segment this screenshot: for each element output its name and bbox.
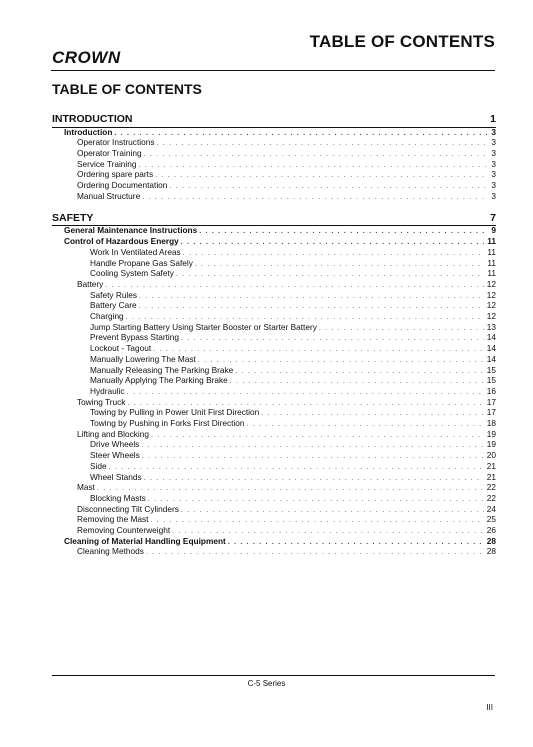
toc-page-number: 12 — [486, 289, 496, 300]
toc-page-number: 11 — [487, 246, 496, 257]
section-divider — [52, 127, 496, 128]
toc-entry[interactable] — [52, 429, 496, 440]
toc-page-number: 14 — [486, 343, 496, 354]
toc-entry-title: INTRODUCTION — [52, 113, 133, 125]
toc-page-number: 22 — [486, 492, 496, 503]
toc-entry[interactable] — [52, 180, 496, 191]
toc-entry-title: General Maintenance Instructions — [64, 225, 198, 236]
toc-page-number: 3 — [491, 169, 496, 180]
toc-entry-title: Steer Wheels — [90, 450, 140, 461]
toc-entry-title: Removing the Mast — [77, 514, 149, 525]
toc-entry[interactable] — [52, 397, 496, 408]
toc-page-number: 18 — [486, 418, 496, 428]
toc-page-number: 3 — [491, 190, 496, 201]
toc-page-number: 25 — [486, 514, 496, 525]
toc-entry-title: Operator Training — [77, 147, 142, 158]
toc-page-number: 20 — [486, 450, 496, 461]
toc-entry[interactable] — [52, 461, 496, 472]
toc-entry[interactable] — [52, 300, 496, 311]
toc-section-heading[interactable] — [52, 113, 496, 126]
toc-page-number: 11 — [487, 268, 496, 279]
toc-entry[interactable] — [52, 504, 496, 515]
toc-entry[interactable] — [52, 546, 496, 557]
header-title: TABLE OF CONTENTS — [309, 32, 495, 51]
toc-entry-title: Battery Care — [90, 300, 137, 311]
toc-page-number: 3 — [491, 137, 496, 148]
toc-entry[interactable] — [52, 386, 496, 397]
toc-page-number: 1 — [490, 113, 496, 125]
toc-page-number: 12 — [486, 311, 496, 321]
toc-entry-title: Prevent Bypass Starting — [90, 332, 180, 343]
toc-page-number: 14 — [486, 332, 496, 343]
toc-entry[interactable] — [52, 268, 496, 279]
toc-entry[interactable] — [52, 525, 496, 536]
toc-entry-title: Manual Structure — [77, 190, 141, 201]
toc-entry-title: Towing by Pushing in Forks First Direction — [90, 418, 245, 428]
toc-entry[interactable] — [52, 407, 496, 418]
header-divider — [51, 70, 495, 71]
toc-page-number: 3 — [491, 126, 496, 137]
crown-logo-text: CROWN — [52, 49, 121, 65]
toc-page-number: 24 — [486, 503, 496, 514]
toc-entry-title: SAFETY — [52, 211, 94, 224]
toc-page-number: 21 — [486, 460, 496, 471]
crown-logo — [52, 49, 128, 65]
toc-page-number: 11 — [487, 236, 496, 247]
toc-entry-title: Cleaning Methods — [77, 546, 144, 557]
toc-entry-title: Cooling System Safety — [90, 268, 174, 279]
toc-entry[interactable] — [52, 311, 496, 322]
toc-entry-title: Manually Lowering The Mast — [90, 353, 196, 364]
toc-entry[interactable] — [52, 343, 496, 354]
toc-page-number: 11 — [487, 257, 496, 268]
toc-page-number: 28 — [486, 535, 496, 546]
toc-entry[interactable] — [52, 493, 496, 504]
toc-entry-title: Blocking Masts — [90, 492, 146, 503]
toc-dot-leader — [146, 547, 484, 558]
toc-entry[interactable] — [52, 536, 496, 547]
toc-entry-title: Lockout - Tagout — [90, 343, 152, 354]
toc-entry[interactable] — [52, 322, 496, 333]
footer-divider — [52, 675, 495, 676]
toc-entry-title: Work In Ventilated Areas — [90, 246, 181, 257]
toc-entry-title: Wheel Stands — [90, 471, 142, 482]
toc-entry[interactable] — [52, 290, 496, 301]
toc-entry[interactable] — [52, 514, 496, 525]
toc-entry-title: Side — [90, 460, 107, 471]
toc-entry[interactable] — [52, 148, 496, 159]
toc-entry[interactable] — [52, 137, 496, 148]
toc-entry[interactable] — [52, 354, 496, 365]
section-divider — [52, 225, 496, 226]
toc-entry[interactable] — [52, 472, 496, 483]
toc-entry-title: Drive Wheels — [90, 439, 140, 450]
toc-entry[interactable] — [52, 279, 496, 290]
toc-page-number: 14 — [486, 353, 496, 364]
toc-entry-title: Battery — [77, 278, 104, 289]
toc-entry[interactable] — [52, 365, 496, 376]
toc-page-number: 3 — [491, 147, 496, 158]
toc-entry[interactable] — [52, 482, 496, 493]
toc-page-number: 3 — [491, 158, 496, 169]
toc-entry-title: Mast — [77, 482, 95, 493]
toc-entry-title: Charging — [90, 311, 124, 321]
page-number: III — [486, 703, 493, 712]
toc-page-number: 9 — [491, 225, 496, 236]
toc-entry-title: Handle Propane Gas Safely — [90, 257, 193, 268]
toc-entry[interactable] — [52, 450, 496, 461]
toc-section-heading[interactable] — [52, 212, 496, 225]
toc-entry[interactable] — [52, 127, 496, 138]
toc-entry-title: Operator Instructions — [77, 137, 155, 148]
toc-page-number: 28 — [486, 546, 496, 557]
toc-entry-title: Disconnecting Tilt Cylinders — [77, 503, 179, 514]
toc-entry-title: Manually Releasing The Parking Brake — [90, 364, 234, 375]
page-title: TABLE OF CONTENTS — [52, 81, 202, 97]
toc-page-number: 12 — [486, 300, 496, 311]
toc-entry-title: Ordering spare parts — [77, 169, 154, 180]
toc-entry-title: Ordering Documentation — [77, 180, 168, 190]
toc-entry-title: Service Training — [77, 158, 137, 169]
toc-dot-leader — [142, 192, 488, 203]
toc-page-number: 22 — [486, 482, 496, 493]
toc-entry[interactable] — [52, 159, 496, 170]
toc-page-number: 16 — [486, 385, 496, 396]
toc-entry[interactable] — [52, 225, 496, 236]
toc-page-number: 13 — [486, 321, 496, 332]
toc-page-number: 19 — [486, 428, 496, 439]
toc-entry-title: Hydraulic — [90, 385, 125, 396]
toc-entry[interactable] — [52, 169, 496, 180]
toc-entry[interactable] — [52, 236, 496, 247]
toc-entry[interactable] — [52, 191, 496, 202]
toc-entry-title: Jump Starting Battery Using Starter Booster or Starter Battery — [90, 321, 317, 332]
toc-page-number: 21 — [486, 471, 496, 482]
toc-page-number: 26 — [486, 525, 496, 535]
toc-entry-title: Towing Truck — [77, 396, 126, 407]
toc-entry[interactable] — [52, 375, 496, 386]
footer-series: C-5 Series — [247, 679, 286, 688]
toc-entry-title: Introduction — [64, 126, 113, 137]
toc-entry[interactable] — [52, 418, 496, 429]
toc-entry[interactable] — [52, 258, 496, 269]
toc-entry-title: Lifting and Blocking — [77, 428, 149, 439]
toc-entry-title: Towing by Pulling in Power Unit First Direction — [90, 407, 260, 418]
toc-page-number: 7 — [490, 211, 496, 224]
toc-page-number: 15 — [486, 364, 496, 375]
toc-entry-title: Manually Applying The Parking Brake — [90, 375, 228, 386]
toc-entry-title: Safety Rules — [90, 289, 138, 300]
toc-page-number: 19 — [486, 439, 496, 450]
toc-page-number: 17 — [486, 396, 496, 407]
toc-page-number: 15 — [486, 375, 496, 386]
toc-entry-title: Control of Hazardous Energy — [64, 236, 179, 247]
toc-entry[interactable] — [52, 439, 496, 450]
toc-page-number: 12 — [486, 278, 496, 289]
toc-entry[interactable] — [52, 247, 496, 258]
toc-page-number: 3 — [491, 180, 496, 190]
toc-page-number: 17 — [486, 407, 496, 418]
toc-entry-title: Cleaning of Material Handling Equipment — [64, 535, 226, 546]
toc-entry[interactable] — [52, 332, 496, 343]
toc-entry-title: Removing Counterweight — [77, 525, 171, 535]
